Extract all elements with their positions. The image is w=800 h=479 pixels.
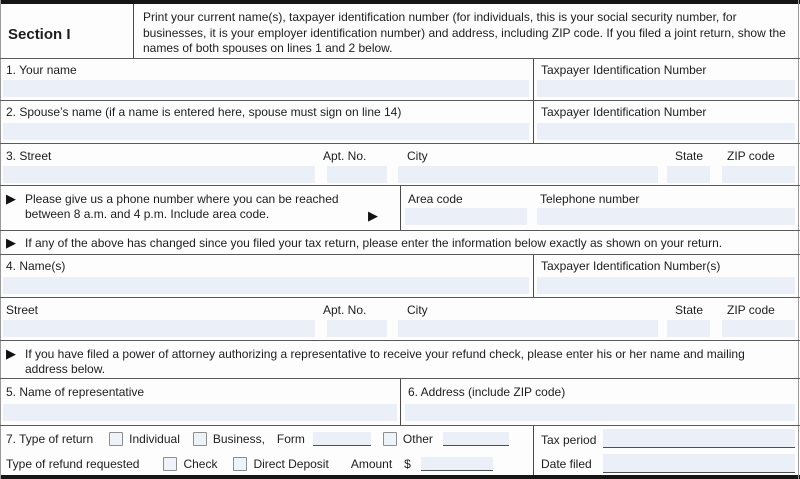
tax-period-input[interactable] xyxy=(603,429,795,448)
your-name-label: 1. Your name xyxy=(6,63,77,77)
direct-deposit-label: Direct Deposit xyxy=(253,457,329,471)
business-label: Business, xyxy=(212,432,265,446)
line3-row xyxy=(0,144,800,186)
zip-label: ZIP code xyxy=(727,149,775,163)
state2-label: State xyxy=(675,303,704,317)
zip2-input[interactable] xyxy=(722,320,795,337)
individual-label: Individual xyxy=(129,432,180,446)
amount-input[interactable] xyxy=(421,457,493,471)
telephone-input[interactable] xyxy=(537,208,795,225)
names-input[interactable] xyxy=(3,277,529,294)
check-label: Check xyxy=(183,457,218,471)
line7-row xyxy=(0,426,800,475)
other-label: Other xyxy=(402,432,433,446)
street2-input[interactable] xyxy=(3,320,315,337)
state-input[interactable] xyxy=(667,166,710,183)
tin1-label: Taxpayer Identification Number xyxy=(541,63,707,77)
apt-label: Apt. No. xyxy=(323,149,367,163)
spouse-name-label: 2. Spouse’s name (if a name is entered here, spouse must sign on line 14) xyxy=(6,105,402,119)
area-code-input[interactable] xyxy=(405,208,527,225)
street2-label: Street xyxy=(6,303,39,317)
form-word-label: Form xyxy=(276,432,305,446)
business-checkbox[interactable] xyxy=(193,432,207,446)
street-label: 3. Street xyxy=(6,149,52,163)
other-checkbox[interactable] xyxy=(383,432,397,446)
tin1-input[interactable] xyxy=(537,80,795,97)
representative-input[interactable] xyxy=(3,404,397,421)
tin2-label: Taxpayer Identification Number xyxy=(541,105,707,119)
date-filed-label: Date filed xyxy=(541,457,592,471)
section-instructions: Print your current name(s), taxpayer identification number (for individuals, this is your social security number, for businesses, it is your employer identification number) and address, including ZIP code. If you filed a joint return, show the names of both spouses on lines 1 and 2 below. xyxy=(143,10,786,55)
form-number-input[interactable] xyxy=(313,432,371,446)
line1-row xyxy=(0,59,800,101)
spouse-name-input[interactable] xyxy=(3,123,529,140)
area-code-label: Area code xyxy=(408,192,463,206)
state2-input[interactable] xyxy=(667,320,710,337)
line1-divider xyxy=(533,59,534,100)
address2-row xyxy=(0,298,800,341)
street-input[interactable] xyxy=(3,166,315,183)
zip-input[interactable] xyxy=(722,166,795,183)
poa-notice-row xyxy=(0,341,800,379)
tins-label: Taxpayer Identification Number(s) xyxy=(541,259,721,273)
tax-period-label: Tax period xyxy=(541,433,597,447)
phone-divider xyxy=(400,186,401,230)
type-of-return-label: 7. Type of return xyxy=(6,432,94,446)
direct-deposit-checkbox[interactable] xyxy=(233,457,247,471)
changed-notice-text: If any of the above has changed since you filed your tax return, please enter the information below exactly as shown on your return. xyxy=(25,236,723,250)
pointer-icon: ▶ xyxy=(6,346,16,361)
refund-type-label: Type of refund requested xyxy=(6,457,140,471)
amount-label: Amount xyxy=(350,457,393,471)
state-label: State xyxy=(675,149,704,163)
changed-notice-row xyxy=(0,231,800,255)
pointer-icon: ▶ xyxy=(6,191,16,206)
date-filed-input[interactable] xyxy=(603,454,795,473)
type-of-return-line xyxy=(6,432,509,446)
line2-divider xyxy=(533,101,534,143)
city2-input[interactable] xyxy=(398,320,658,337)
city2-label: City xyxy=(407,303,428,317)
check-checkbox[interactable] xyxy=(163,457,177,471)
line2-row xyxy=(0,101,800,144)
pointer-icon: ▶ xyxy=(6,235,16,250)
apt-input[interactable] xyxy=(327,166,387,183)
individual-checkbox[interactable] xyxy=(109,432,123,446)
tins-input[interactable] xyxy=(537,277,795,294)
tin2-input[interactable] xyxy=(537,123,795,140)
line5-6-divider xyxy=(400,379,401,425)
rep-address-input[interactable] xyxy=(405,404,795,421)
representative-label: 5. Name of representative xyxy=(6,385,145,399)
dollar-sign: $ xyxy=(404,457,411,471)
apt2-label: Apt. No. xyxy=(323,303,367,317)
your-name-input[interactable] xyxy=(3,80,529,97)
line4-divider xyxy=(533,255,534,297)
line7-divider xyxy=(533,426,534,475)
telephone-label: Telephone number xyxy=(540,192,640,206)
refund-type-line xyxy=(6,457,493,471)
phone-instruction: Please give us a phone number where you can be reached between 8 a.m. and 4 p.m. Include area code. xyxy=(25,192,339,221)
poa-notice-text: If you have filed a power of attorney authorizing a representative to receive your refund check, please enter his or her name and mailing address below. xyxy=(25,347,745,376)
phone-row xyxy=(0,186,800,231)
city-label: City xyxy=(407,149,428,163)
names-label: 4. Name(s) xyxy=(6,259,66,273)
city-input[interactable] xyxy=(398,166,658,183)
other-input[interactable] xyxy=(443,432,509,446)
rep-address-label: 6. Address (include ZIP code) xyxy=(408,385,566,399)
section-title: Section I xyxy=(8,26,71,43)
pointer-icon-right: ▶ xyxy=(368,208,378,223)
header-divider xyxy=(133,4,134,58)
header-row xyxy=(0,4,800,59)
line5-6-row xyxy=(0,379,800,426)
zip2-label: ZIP code xyxy=(727,303,775,317)
apt2-input[interactable] xyxy=(327,320,387,337)
bottom-border xyxy=(0,475,800,479)
line4-row xyxy=(0,255,800,298)
